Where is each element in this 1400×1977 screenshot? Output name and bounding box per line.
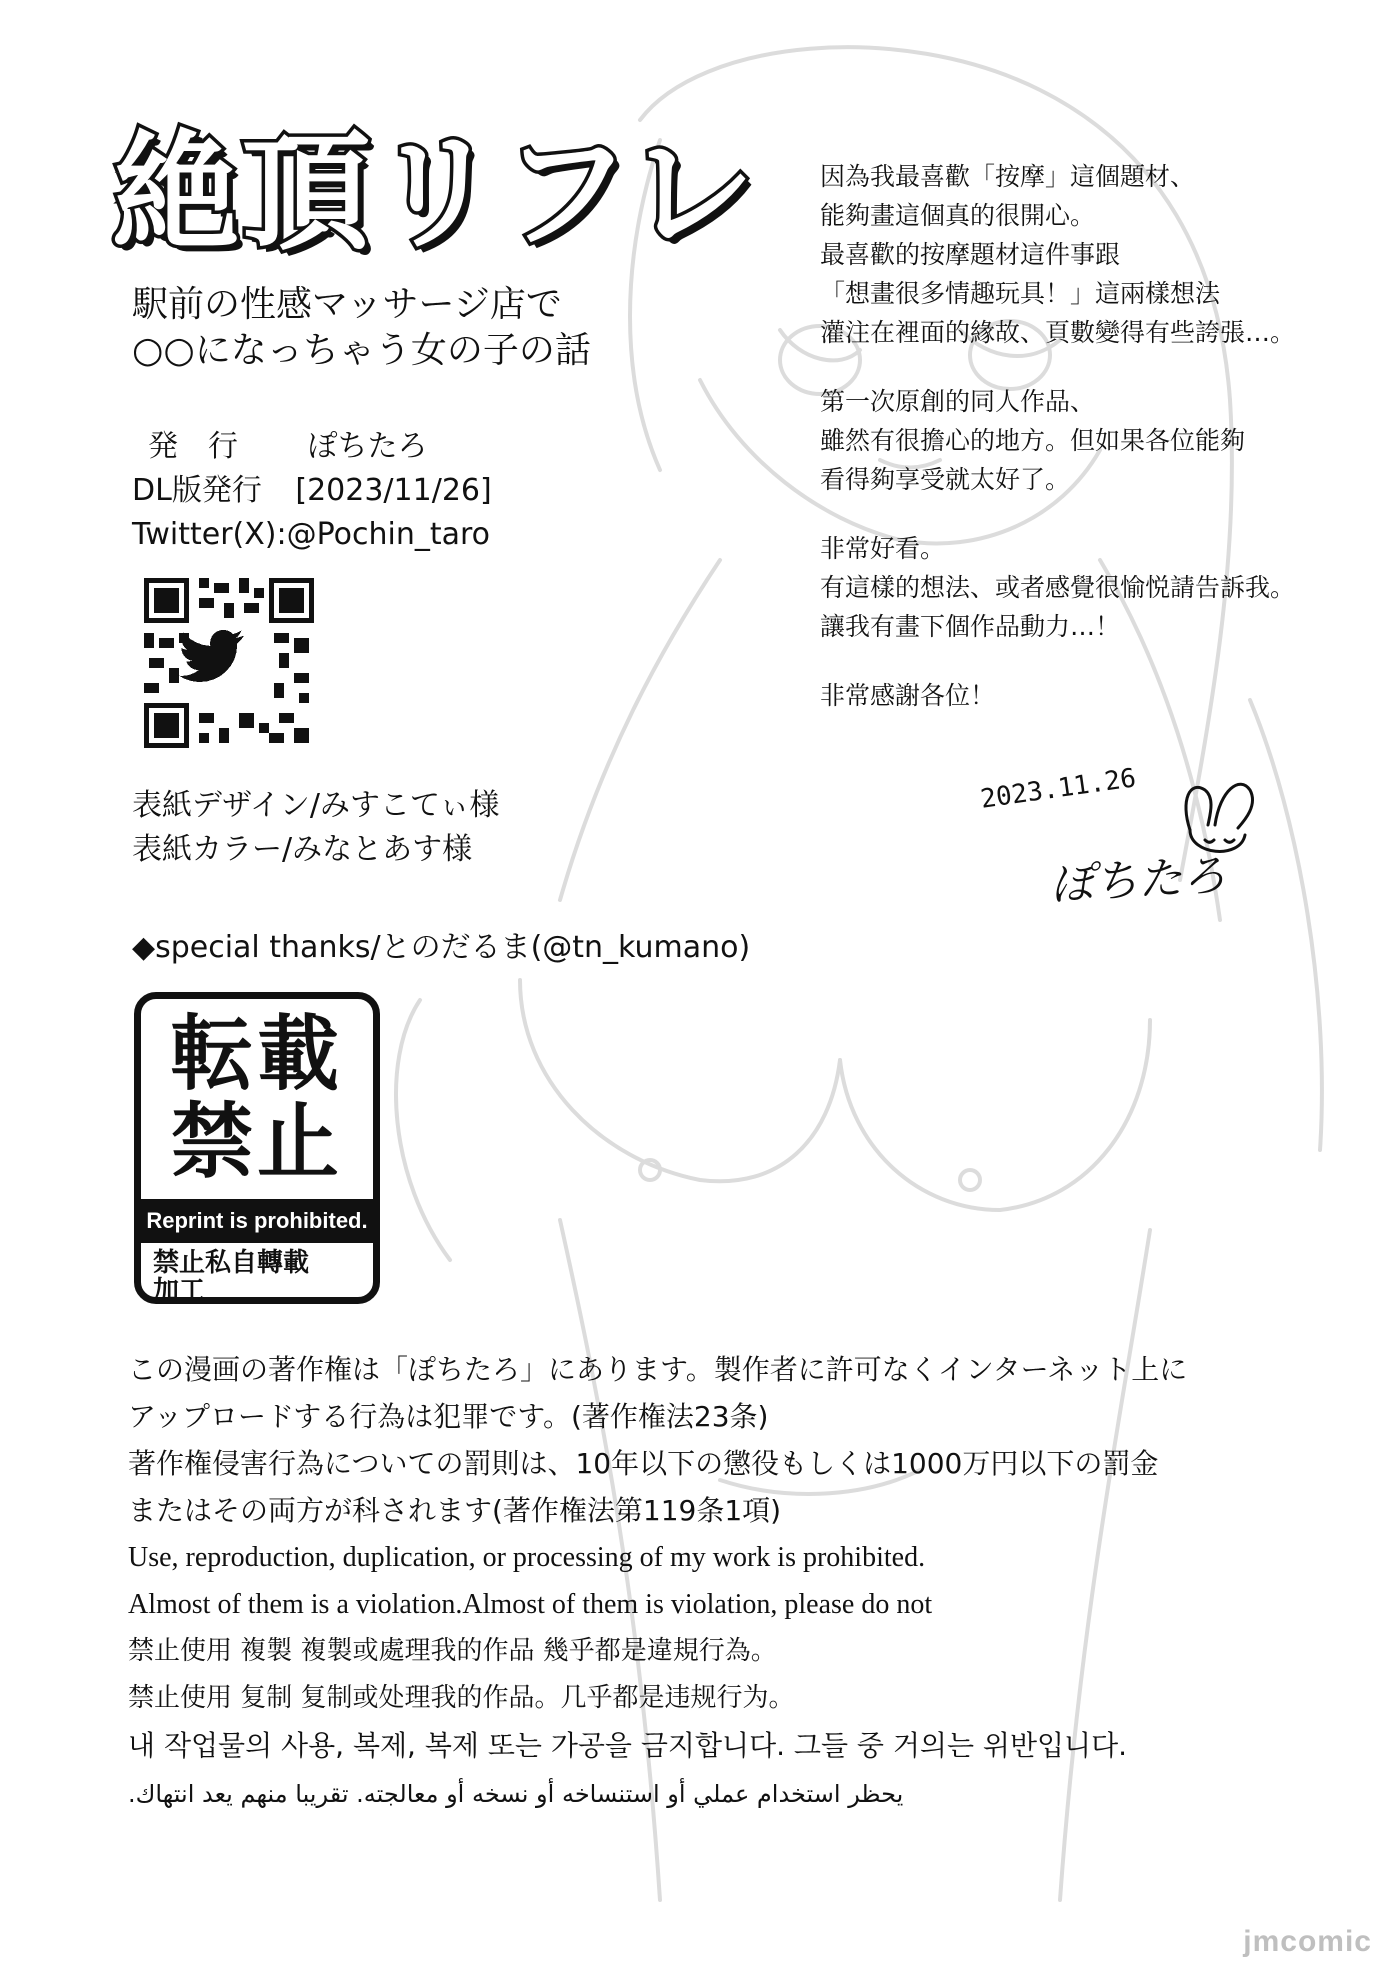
notice-jp-line: またはその両方が科されます(著作権法第119条1項)	[128, 1494, 782, 1527]
stamp-note-line: 禁止私自轉載	[153, 1248, 310, 1278]
stamp-note-line: 加工	[153, 1276, 206, 1306]
subtitle	[132, 282, 591, 374]
notice-ko-line: 내 작업물의 사용, 복제, 복제 또는 가공을 금지합니다. 그들 중 거의는 위반입니다.	[128, 1729, 1128, 1762]
bunny-doodle-icon	[1170, 770, 1270, 870]
author-signature	[960, 760, 1280, 930]
afterword-line: 最喜歡的按摩題材這件事跟	[820, 240, 1121, 269]
stamp-english-band: Reprint is prohibited.	[140, 1199, 374, 1243]
afterword-line: 能夠畫這個真的很開心。	[820, 201, 1096, 230]
stamp-chinese-note	[153, 1249, 357, 1305]
stamp-kanji-line: 転載	[170, 1007, 343, 1102]
publisher-label: 発 行	[148, 429, 238, 464]
afterword	[820, 157, 1295, 745]
notice-en-line: Almost of them is a violation.Almost of them is violation, please do not	[128, 1589, 933, 1620]
site-watermark: jmcomic	[1243, 1925, 1372, 1958]
afterword-paragraph	[820, 382, 1295, 499]
notice-en-line: Use, reproduction, duplication, or processing of my work is prohibited.	[128, 1542, 926, 1573]
afterword-line: 因為我最喜歡「按摩」這個題材、	[820, 162, 1196, 191]
afterword-line: 有這樣的想法、或者感覺很愉悦請告訴我。	[820, 573, 1296, 602]
notice-jp-line: この漫画の著作権は「ぽちたろ」にあります。製作者に許可なくインターネット上に	[128, 1353, 1188, 1386]
stamp-kanji	[151, 1007, 363, 1190]
afterword-line: 灌注在裡面的緣故、頁數變得有些誇張…。	[820, 318, 1296, 347]
afterword-paragraph	[820, 529, 1295, 646]
notice-zh-tw-line: 禁止使用 複製 複製或處理我的作品 幾乎都是違規行為。	[128, 1636, 777, 1666]
notice-zh-cn-line: 禁止使用 复制 复制或处理我的作品。几乎都是违规行为。	[128, 1683, 795, 1713]
cover-color-credit: 表紙カラー/みなとあす様	[132, 832, 473, 867]
credits-block	[132, 425, 492, 557]
twitter-handle: Twitter(X):@Pochin_taro	[132, 517, 491, 552]
no-reprint-stamp	[134, 992, 380, 1304]
notice-jp-line: 著作権侵害行為についての罰則は、10年以下の懲役もしくは1000万円以下の罰金	[128, 1447, 1159, 1480]
subtitle-line: 駅前の性感マッサージ店で	[132, 284, 562, 325]
notice-ar-line: يحظر استخدام عملي أو استنساخه أو نسخه أو معالجته. تقريبا منهم يعد انتهاك.	[128, 1780, 904, 1808]
qr-code[interactable]	[144, 578, 314, 748]
cover-design-credit: 表紙デザイン/みすこてぃ様	[132, 788, 500, 823]
afterword-line: 非常感謝各位！	[820, 681, 996, 710]
publisher-row	[132, 425, 492, 469]
afterword-paragraph	[820, 676, 1295, 715]
release-row	[132, 469, 492, 513]
signature-date: 2023.11.26	[978, 763, 1138, 815]
release-label: DL版発行	[132, 473, 262, 508]
title-logo: 絶頂リフレ	[112, 119, 757, 268]
cover-credits	[132, 784, 499, 872]
afterword-line: 雖然有很擔心的地方。但如果各位能夠	[820, 426, 1246, 455]
afterword-line: 看得夠享受就太好了。	[820, 465, 1071, 494]
afterword-line: 非常好看。	[820, 534, 946, 563]
afterword-line: 讓我有畫下個作品動力…！	[820, 612, 1121, 641]
publisher-value: ぽちたろ	[307, 429, 428, 464]
signature-name: ぽちたろ	[1049, 850, 1228, 911]
afterword-paragraph	[820, 157, 1295, 352]
afterword-line: 「想畫很多情趣玩具！」這兩樣想法	[820, 279, 1221, 308]
notice-jp-line: アップロードする行為は犯罪です。(著作権法23条)	[128, 1400, 769, 1433]
release-date: [2023/11/26]	[295, 473, 492, 508]
afterword-line: 第一次原創的同人作品、	[820, 387, 1096, 416]
subtitle-line: ○○になっちゃう女の子の話	[132, 330, 591, 371]
copyright-notice	[128, 1346, 1187, 1819]
special-thanks: ◆special thanks/とのだるま(@tn_kumano)	[132, 930, 751, 965]
stamp-kanji-line: 禁止	[170, 1095, 343, 1190]
